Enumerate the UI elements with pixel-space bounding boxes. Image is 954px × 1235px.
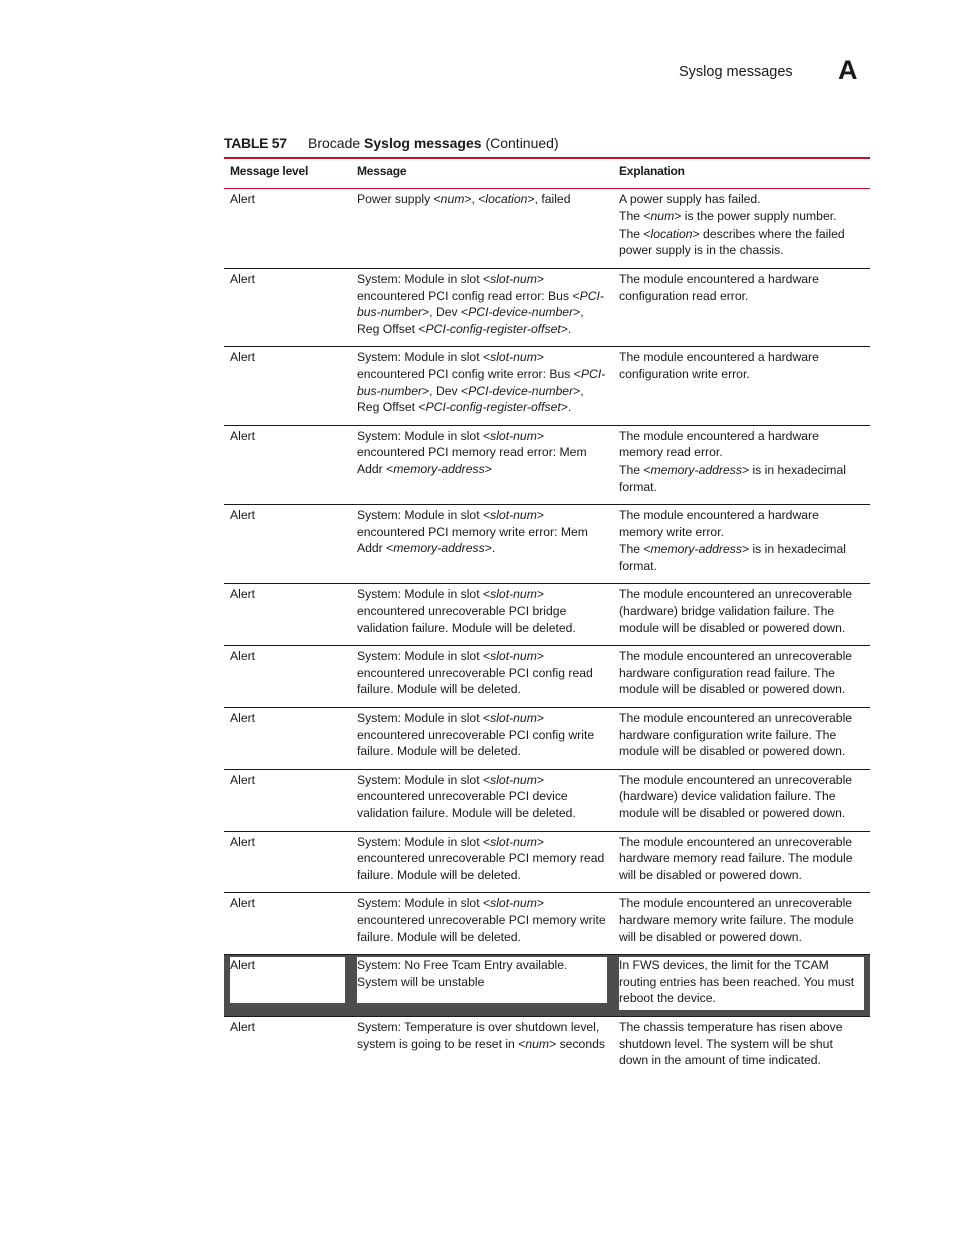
cell-level bbox=[224, 708, 351, 770]
cell-level bbox=[224, 505, 351, 584]
column-header-level: Message level bbox=[230, 164, 309, 178]
table-row bbox=[224, 831, 870, 893]
message-text: System: Module in slot <slot-num> encountered unrecoverable PCI memory write failure. Module will be deleted. bbox=[357, 896, 606, 944]
cell-explanation bbox=[613, 769, 870, 831]
cell-explanation bbox=[613, 188, 870, 268]
explanation-text: The module encountered an unrecoverable hardware memory read failure. The module will be disabled or powered down. bbox=[619, 834, 853, 882]
explanation-text: The <location> describes where the failed power supply is in the chassis. bbox=[619, 226, 845, 258]
table-row bbox=[224, 505, 870, 584]
message-text: System: Module in slot <slot-num> encountered unrecoverable PCI memory read failure. Module will be deleted. bbox=[357, 834, 605, 882]
explanation-text: A power supply has failed. bbox=[619, 191, 761, 206]
cell-explanation bbox=[613, 584, 870, 646]
message-level-text: Alert bbox=[230, 191, 256, 206]
table-title-prefix: Brocade bbox=[308, 135, 361, 151]
message-level-text: Alert bbox=[230, 772, 256, 787]
cell-explanation bbox=[613, 831, 870, 893]
table-row bbox=[224, 646, 870, 708]
table-row bbox=[224, 769, 870, 831]
table-row bbox=[224, 708, 870, 770]
explanation-text: The <num> is the power supply number. bbox=[619, 209, 837, 224]
message-level-text: Alert bbox=[230, 649, 256, 664]
table-title-suffix: (Continued) bbox=[485, 135, 559, 151]
table-row bbox=[224, 893, 870, 955]
table-number: TABLE 57 bbox=[224, 135, 287, 151]
cell-message bbox=[351, 708, 613, 770]
message-level-text: Alert bbox=[230, 958, 256, 973]
cell-explanation bbox=[613, 505, 870, 584]
table-header-row bbox=[224, 158, 870, 188]
cell-level bbox=[224, 268, 351, 346]
cell-message bbox=[351, 893, 613, 955]
message-level-text: Alert bbox=[230, 428, 256, 443]
message-text: System: Temperature is over shutdown level, system is going to be reset in <num> seconds bbox=[357, 1019, 605, 1051]
message-text: Power supply <num>, <location>, failed bbox=[357, 191, 571, 206]
cell-explanation bbox=[613, 347, 870, 425]
cell-level bbox=[224, 893, 351, 955]
explanation-text: The module encountered an unrecoverable hardware configuration read failure. The module will be disabled or powered down. bbox=[619, 649, 853, 697]
cell-level bbox=[224, 955, 351, 1017]
message-text: System: Module in slot <slot-num> encountered PCI config write error: Bus <PCI-bus-number>, Dev <PCI-device-number>, Reg Offset <PCI-config-register-offset>. bbox=[357, 350, 606, 415]
cell-level bbox=[224, 584, 351, 646]
highlight-box bbox=[619, 957, 864, 1010]
cell-message bbox=[351, 268, 613, 346]
table-title-bold: Syslog messages bbox=[364, 135, 482, 151]
table-row bbox=[224, 347, 870, 425]
cell-explanation bbox=[613, 708, 870, 770]
column-header-message: Message bbox=[357, 164, 407, 178]
cell-explanation bbox=[613, 1016, 870, 1077]
cell-message bbox=[351, 769, 613, 831]
message-level-text: Alert bbox=[230, 834, 256, 849]
table-row bbox=[224, 425, 870, 504]
cell-explanation bbox=[613, 425, 870, 504]
explanation-text: The module encountered an unrecoverable (hardware) device validation failure. The module will be disabled or powered down. bbox=[619, 772, 853, 820]
cell-message bbox=[351, 505, 613, 584]
running-head-section: Syslog messages bbox=[679, 64, 793, 80]
table-row bbox=[224, 268, 870, 346]
highlight-box bbox=[230, 957, 345, 1003]
cell-explanation bbox=[613, 893, 870, 955]
message-text: System: Module in slot <slot-num> encountered unrecoverable PCI bridge validation failure. Module will be deleted. bbox=[357, 587, 576, 635]
message-text: System: Module in slot <slot-num> encountered unrecoverable PCI config read failure. Module will be deleted. bbox=[357, 649, 593, 697]
cell-level bbox=[224, 188, 351, 268]
cell-level bbox=[224, 646, 351, 708]
cell-message bbox=[351, 1016, 613, 1077]
explanation-text: The module encountered a hardware configuration read error. bbox=[619, 271, 819, 303]
explanation-text: The chassis temperature has risen above shutdown level. The system will be shut down in the amount of time indicated. bbox=[619, 1019, 843, 1068]
cell-explanation bbox=[613, 646, 870, 708]
message-text: System: Module in slot <slot-num> encountered PCI memory read error: Mem Addr <memory-address> bbox=[357, 428, 587, 476]
cell-level bbox=[224, 1016, 351, 1077]
message-level-text: Alert bbox=[230, 896, 256, 911]
cell-message bbox=[351, 425, 613, 504]
explanation-text: The module encountered a hardware configuration write error. bbox=[619, 350, 819, 381]
cell-explanation bbox=[613, 268, 870, 346]
message-text: System: Module in slot <slot-num> encountered unrecoverable PCI device validation failure. Module will be deleted. bbox=[357, 772, 576, 820]
cell-level bbox=[224, 347, 351, 425]
explanation-text: The module encountered a hardware memory read error. bbox=[619, 428, 819, 460]
explanation-text: The module encountered an unrecoverable hardware memory write failure. The module will be disabled or powered down. bbox=[619, 896, 854, 944]
cell-message bbox=[351, 646, 613, 708]
message-level-text: Alert bbox=[230, 711, 256, 726]
cell-message bbox=[351, 188, 613, 268]
message-level-text: Alert bbox=[230, 508, 256, 523]
message-text: System: Module in slot <slot-num> encountered unrecoverable PCI config write failure. Module will be deleted. bbox=[357, 711, 595, 759]
explanation-text: The <memory-address> is in hexadecimal format. bbox=[619, 462, 846, 494]
message-level-text: Alert bbox=[230, 1019, 256, 1034]
cell-level bbox=[224, 425, 351, 504]
explanation-text: The module encountered an unrecoverable (hardware) bridge validation failure. The module will be disabled or powered down. bbox=[619, 587, 853, 635]
message-level-text: Alert bbox=[230, 587, 256, 602]
cell-message bbox=[351, 955, 613, 1017]
explanation-text: The module encountered a hardware memory write error. bbox=[619, 508, 819, 539]
table-row bbox=[224, 955, 870, 1017]
message-text: System: Module in slot <slot-num> encountered PCI config read error: Bus <PCI-bus-number>, Dev <PCI-device-number>, Reg Offset <PCI-config-register-offset>. bbox=[357, 271, 604, 336]
message-level-text: Alert bbox=[230, 271, 256, 286]
column-header-explanation: Explanation bbox=[619, 164, 685, 178]
cell-level bbox=[224, 831, 351, 893]
table-row bbox=[224, 188, 870, 268]
appendix-letter: A bbox=[838, 55, 858, 85]
cell-message bbox=[351, 831, 613, 893]
message-level-text: Alert bbox=[230, 350, 256, 365]
cell-level bbox=[224, 769, 351, 831]
cell-message bbox=[351, 347, 613, 425]
table-row bbox=[224, 1016, 870, 1077]
explanation-text: The module encountered an unrecoverable hardware configuration write failure. The module will be disabled or powered down. bbox=[619, 711, 853, 759]
cell-explanation bbox=[613, 955, 870, 1017]
highlight-box bbox=[357, 957, 607, 1003]
explanation-text: In FWS devices, the limit for the TCAM routing entries has been reached. You must reboot the device. bbox=[619, 958, 855, 1006]
table-caption bbox=[224, 135, 559, 151]
message-text: System: Module in slot <slot-num> encountered PCI memory write error: Mem Addr <memory-address>. bbox=[357, 508, 588, 556]
syslog-table bbox=[224, 157, 870, 1078]
cell-message bbox=[351, 584, 613, 646]
table-row bbox=[224, 584, 870, 646]
message-text: System: No Free Tcam Entry available. System will be unstable bbox=[357, 958, 568, 989]
explanation-text: The <memory-address> is in hexadecimal format. bbox=[619, 542, 846, 573]
